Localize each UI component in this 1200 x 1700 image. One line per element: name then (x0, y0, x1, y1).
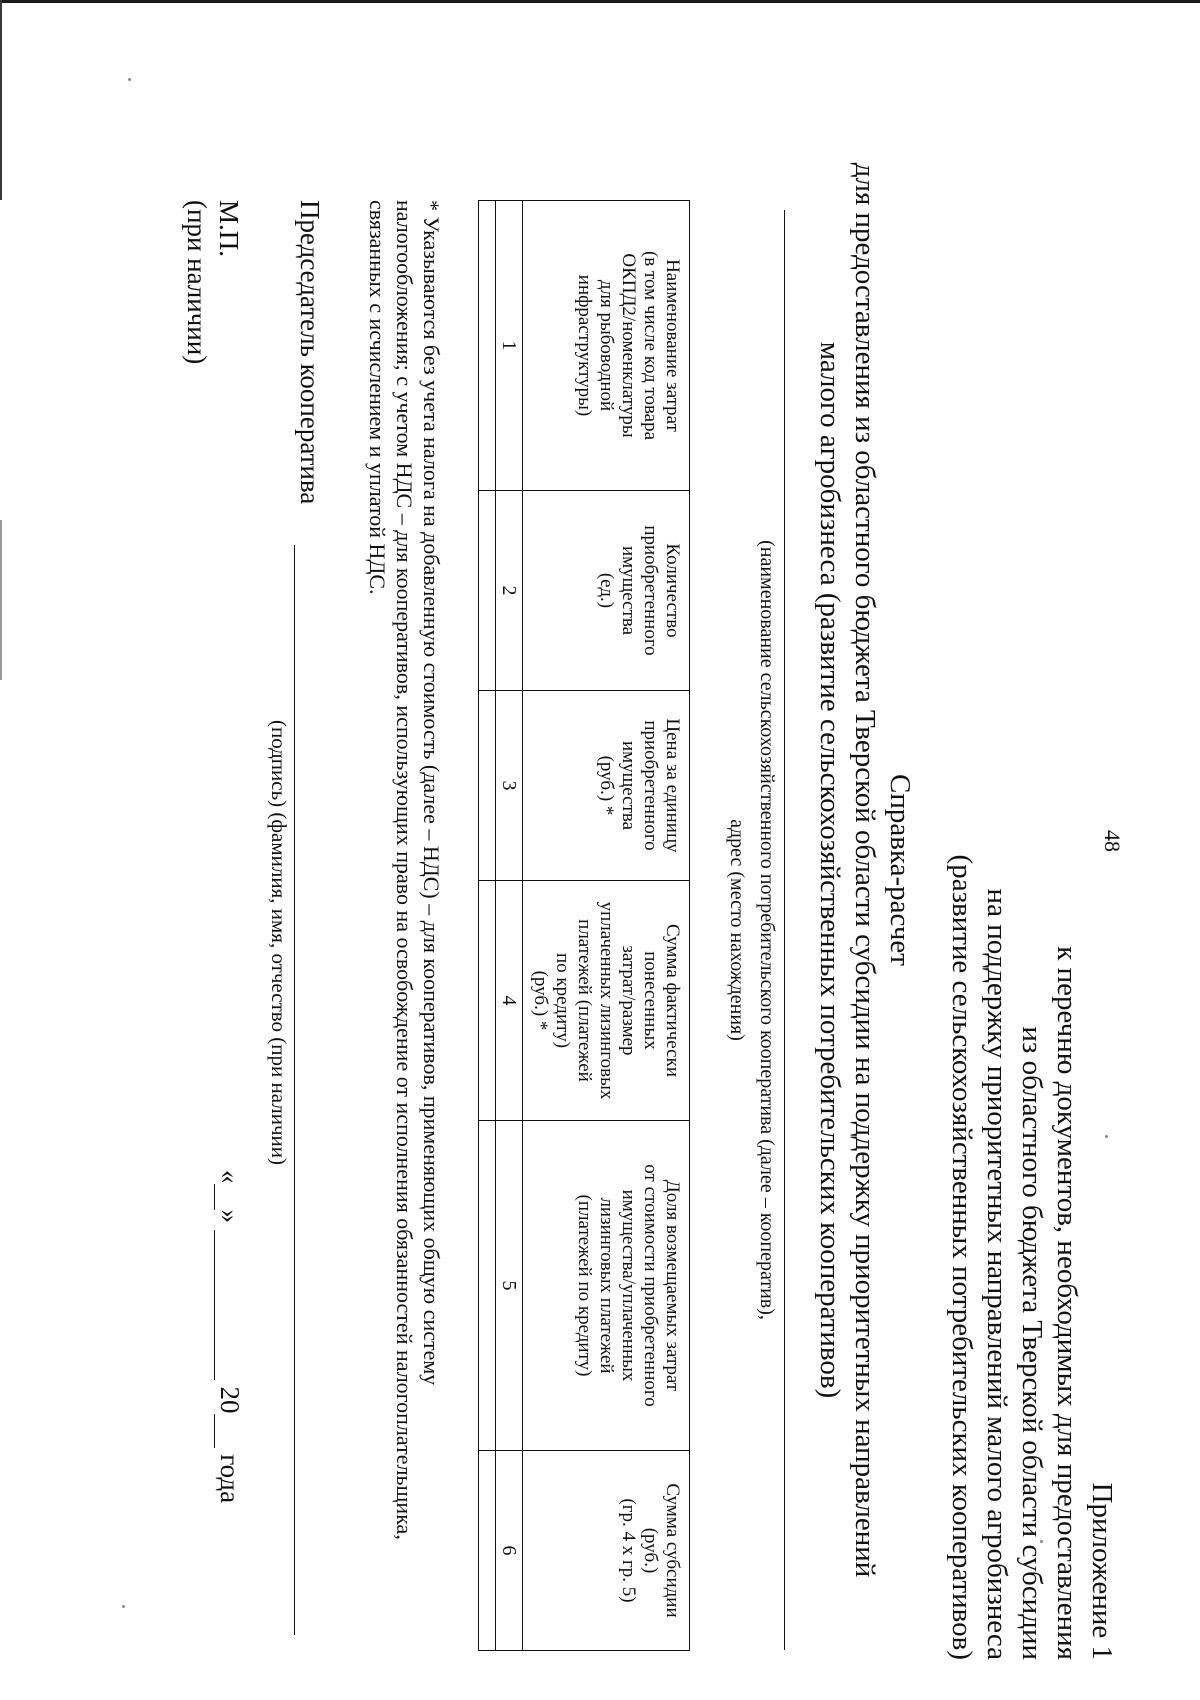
table-column-number-row (496, 201, 523, 1651)
document-title-line: малого агробизнеса (развитие сельскохозяйственных потребительских кооперативов) (814, 341, 846, 1399)
chairman-label: Председатель кооператива (295, 200, 325, 505)
appendix-line: из областного бюджета Тверской области субсидии (1016, 1026, 1048, 1660)
stamp-note: (при наличии) (182, 200, 212, 365)
appendix-line: к перечню документов, необходимых для предоставления (1051, 946, 1083, 1660)
date-close-quote: » (215, 1209, 245, 1223)
table-cell (479, 1451, 496, 1651)
table-header-row (523, 201, 690, 1651)
stamp-placeholder (181, 200, 245, 364)
document-title (812, 70, 917, 1670)
date-open-quote: « (215, 1170, 245, 1184)
footnote-line: * Указываются без учета налога на добавленную стоимость (далее – НДС) – для кооперативов, применяющих общую систему (419, 200, 444, 1386)
cooperative-name-caption: (наименование сельскохозяйственного потребительского кооператива (далее – кооператив), (756, 540, 778, 1320)
header-unit-price: Цена за единицу приобретенного имущества (руб.) * (523, 691, 690, 881)
month-blank (214, 1230, 237, 1380)
table-cell (479, 491, 496, 691)
header-subsidy-amount: Сумма субсидии (руб.) (гр. 4 х гр. 5) (523, 1451, 690, 1651)
stamp-label: М.П. (214, 200, 244, 258)
chairman-signature-block (265, 200, 325, 1650)
header-reimbursed-share: Доля возмещаемых затрат от стоимости приобретенного имущества/уплаченных лизинговых платежей (платежей по кредиту) (523, 1121, 690, 1451)
year-prefix: 20 (215, 1386, 245, 1414)
appendix-line: (развитие сельскохозяйственных потребительских кооперативов) (946, 854, 978, 1660)
document-heading: Справка-расчет (884, 774, 916, 966)
day-blank (214, 1184, 237, 1210)
header-quantity: Количество приобретенного имущества (ед.) (523, 491, 690, 691)
page-number: 48 (1100, 830, 1125, 852)
column-number: 4 (496, 881, 523, 1121)
cooperative-name-line (784, 210, 785, 1650)
table-row (479, 201, 496, 1651)
signature-caption: (подпись) (фамилия, имя, отчество (при наличии) (267, 720, 291, 1165)
column-number: 1 (496, 201, 523, 491)
date-field (214, 1170, 245, 1503)
document-title-line: для предоставления из областного бюджета Тверской области субсидии на поддержку приоритетных направлений (849, 162, 881, 1578)
column-number: 3 (496, 691, 523, 881)
year-label: года (215, 1454, 245, 1504)
table-cell (479, 201, 496, 491)
calculation-table (478, 200, 690, 1651)
footnote-line: связанных с исчислением и уплатой НДС. (365, 200, 390, 595)
scan-left-edge-mark (0, 0, 2, 200)
column-number: 2 (496, 491, 523, 691)
table-cell (479, 1121, 496, 1451)
scan-top-edge (0, 0, 1200, 3)
appendix-line: на поддержку приоритетных направлений малого агробизнеса (981, 888, 1013, 1660)
table-cell (479, 691, 496, 881)
appendix-header (944, 560, 1119, 1660)
year-blank (214, 1414, 237, 1448)
header-cost-name: Наименование затрат (в том числе код товара ОКПД2/номенклатуры для рыбоводной инфраструктуры) (523, 201, 690, 491)
appendix-line: Приложение 1 (1086, 1482, 1118, 1660)
cooperative-address-caption: адрес (место нахождения) (726, 819, 748, 1041)
table-cell (479, 881, 496, 1121)
column-number: 6 (496, 1451, 523, 1651)
scan-left-edge-mark (0, 520, 2, 680)
document-page (85, 70, 1125, 1670)
footnote-line: налогообложения; с учетом НДС – для кооперативов, использующих право на освобождение от исполнения обязанностей налогоплательщика, (392, 200, 417, 1540)
header-actual-costs: Сумма фактически понесенных затрат/размер уплаченных лизинговых платежей (платежей по кредиту) (руб.) * (523, 881, 690, 1121)
vat-footnote (364, 200, 445, 1650)
cooperative-name-field (724, 210, 785, 1650)
column-number: 5 (496, 1121, 523, 1451)
signature-line (294, 545, 295, 1635)
